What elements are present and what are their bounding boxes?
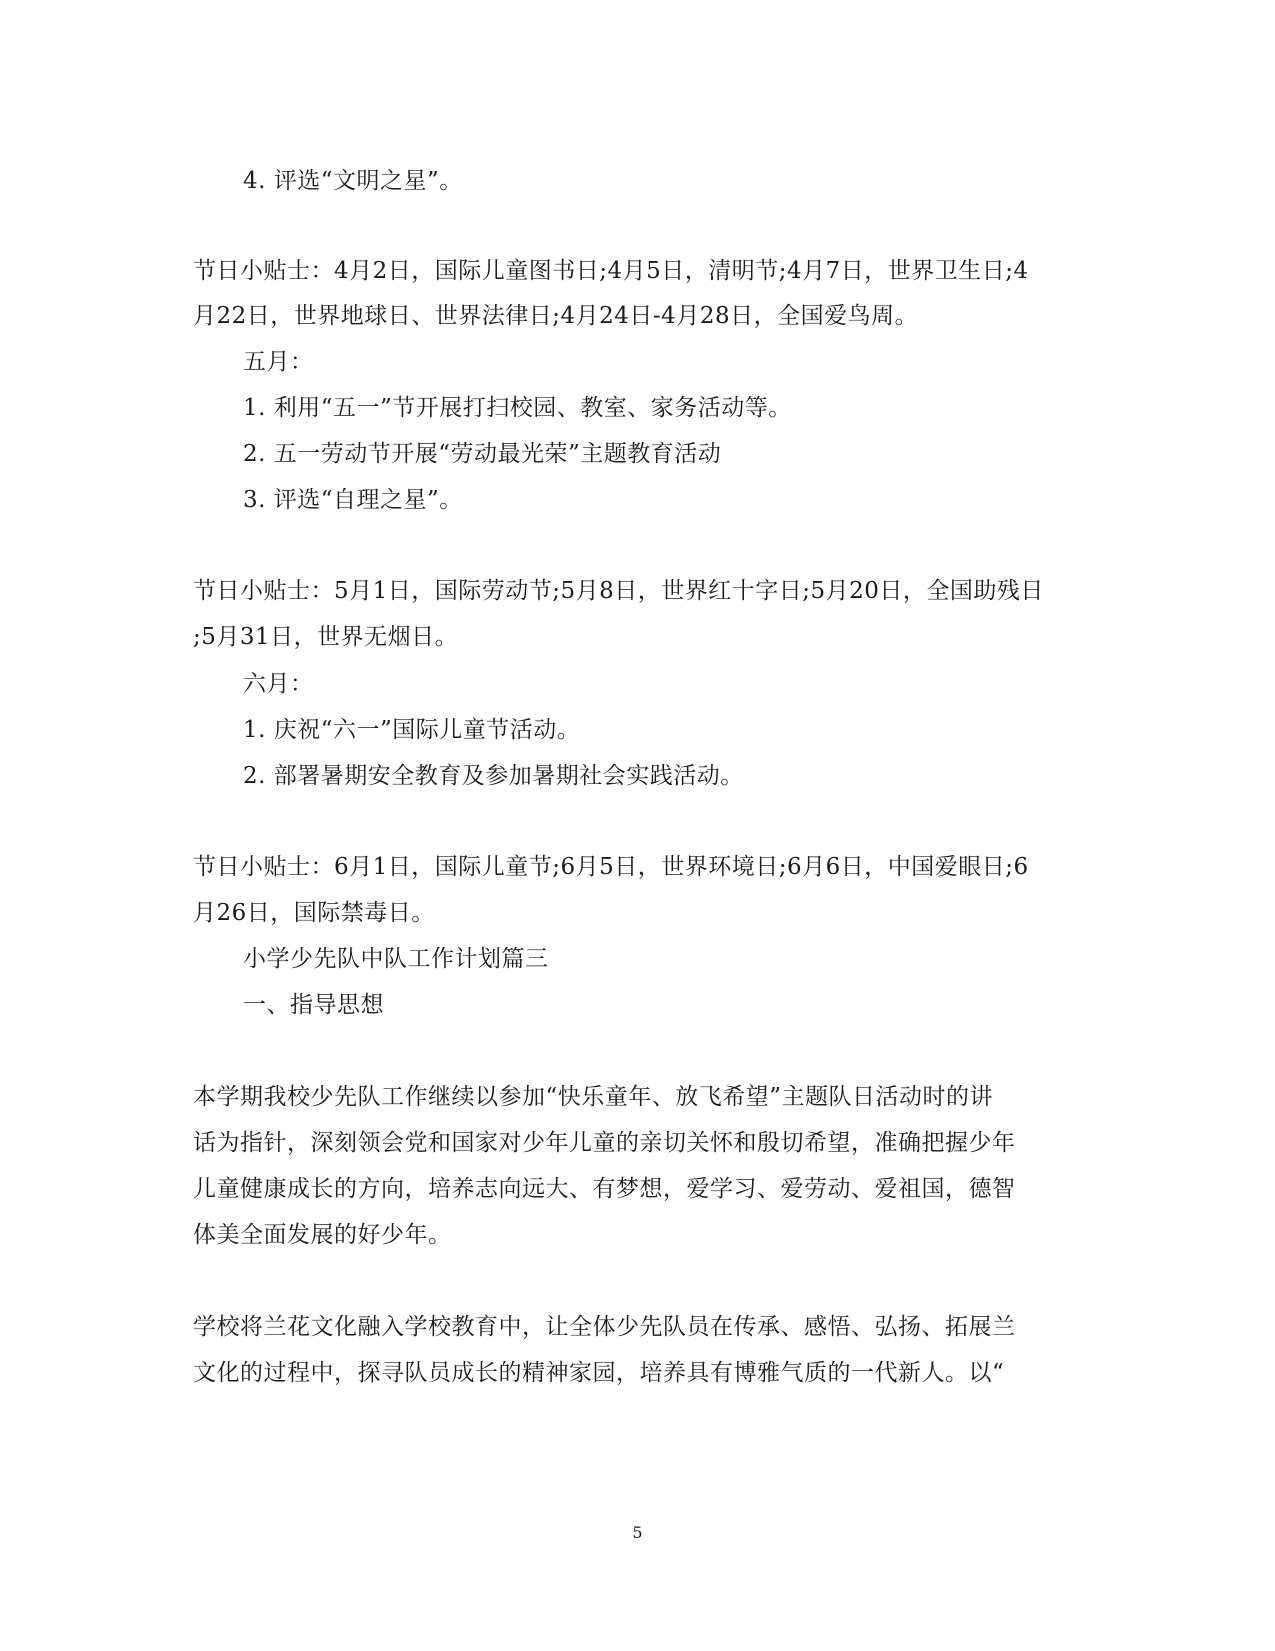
list-item-june-2: 2. 部署暑期安全教育及参加暑期社会实践活动。	[243, 763, 744, 789]
holiday-tips-june-line-1: 节日小贴士：6月1日，国际儿童节;6月5日，世界环境日;6月6日，中国爱眼日;6	[193, 854, 1029, 880]
list-item-may-1: 1. 利用“五一”节开展打扫校园、教室、家务活动等。	[243, 395, 792, 421]
list-item-may-3: 3. 评选“自理之星”。	[243, 487, 463, 513]
month-heading-june: 六月：	[243, 671, 314, 697]
paragraph-orchid-line-1: 学校将兰花文化融入学校教育中，让全体少先队员在传承、感悟、弘扬、拓展兰	[193, 1314, 1016, 1340]
list-item-may-2: 2. 五一劳动节开展“劳动最光荣”主题教育活动	[243, 441, 722, 467]
list-item-star-civility: 4. 评选“文明之星”。	[243, 168, 463, 194]
paragraph-ideology-line-4: 体美全面发展的好少年。	[193, 1222, 452, 1248]
paragraph-orchid-line-2: 文化的过程中，探寻队员成长的精神家园，培养具有博雅气质的一代新人。以“	[193, 1360, 1005, 1386]
holiday-tips-april-line-2: 月22日，世界地球日、世界法律日;4月24日-4月28日，全国爱鸟周。	[193, 303, 919, 329]
section-heading-guiding-ideology: 一、指导思想	[243, 992, 384, 1018]
paragraph-ideology-line-2: 话为指针，深刻领会党和国家对少年儿童的亲切关怀和殷切希望，准确把握少年	[193, 1130, 1016, 1156]
holiday-tips-may-line-2: ;5月31日，世界无烟日。	[193, 624, 459, 650]
holiday-tips-april-line-1: 节日小贴士：4月2日，国际儿童图书日;4月5日，清明节;4月7日，世界卫生日;4	[193, 258, 1029, 284]
paragraph-ideology-line-1: 本学期我校少先队工作继续以参加“快乐童年、放飞希望”主题队日活动时的讲	[193, 1084, 994, 1110]
month-heading-may: 五月：	[243, 349, 314, 375]
section-title-plan-three: 小学少先队中队工作计划篇三	[243, 946, 549, 972]
paragraph-ideology-line-3: 儿童健康成长的方向，培养志向远大、有梦想，爱学习、爱劳动、爱祖国，德智	[193, 1176, 1016, 1202]
holiday-tips-may-line-1: 节日小贴士：5月1日，国际劳动节;5月8日，世界红十字日;5月20日，全国助残日	[193, 578, 1044, 604]
page-number: 5	[632, 1523, 643, 1542]
holiday-tips-june-line-2: 月26日，国际禁毒日。	[193, 900, 435, 926]
list-item-june-1: 1. 庆祝“六一”国际儿童节活动。	[243, 717, 581, 743]
